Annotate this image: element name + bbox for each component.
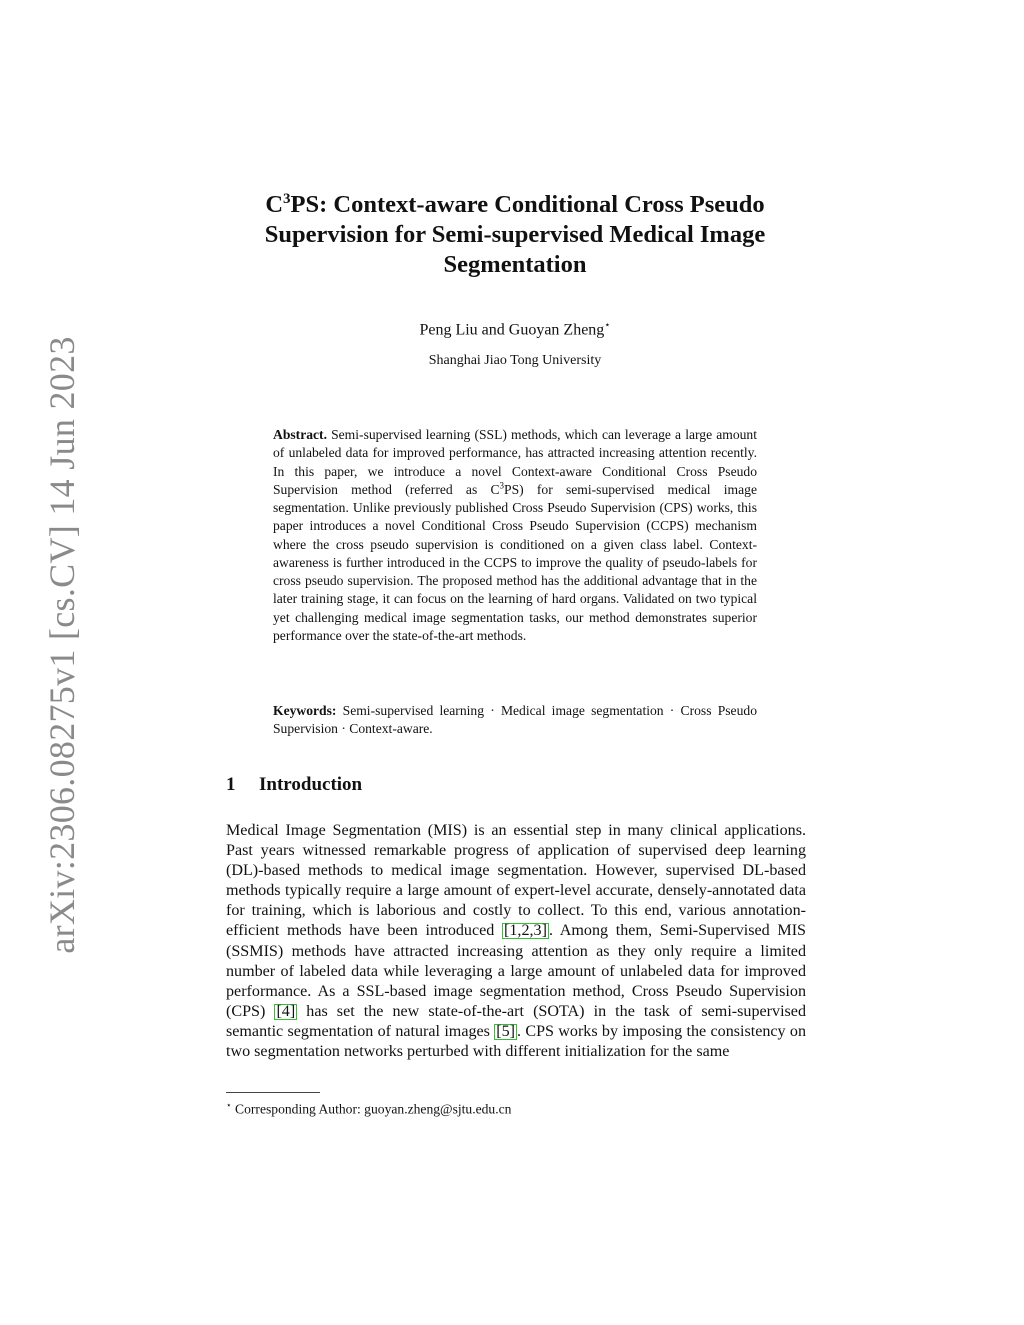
paper-title	[215, 190, 815, 280]
title-superscript: 3	[283, 190, 291, 207]
abstract-text-part1: Semi-supervised learning (SSL) methods, which can leverage a large amount of unlabeled data for improved performance, has attracted increasing attention recently. In this paper, we introduce a novel Context-aware Conditional Cross Pseudo Supervision method (referred as C	[273, 427, 757, 497]
citation-link-1-2-3[interactable]: [1,2,3]	[504, 922, 547, 940]
title-text: PS: Context-aware Conditional Cross Pseudo Supervision for Semi-supervised Medical Image Segmentation	[264, 191, 766, 278]
footnote-mark: ⋆	[226, 1100, 232, 1110]
footnote-divider	[226, 1092, 320, 1093]
citation-link-5[interactable]: [5]	[496, 1022, 515, 1040]
citation-link-4[interactable]: [4]	[276, 1002, 296, 1020]
section-title: Introduction	[259, 774, 363, 795]
section-heading-introduction	[226, 773, 806, 797]
keywords	[273, 702, 757, 739]
author-names: Peng Liu and Guoyan Zheng	[419, 321, 605, 339]
affiliation: Shanghai Jiao Tong University	[428, 353, 602, 368]
introduction-paragraph	[226, 821, 806, 1062]
abstract-text-part2: PS) for semi-supervised medical image segmentation. Unlike previously published Cross Pseudo Supervision (CPS) works, this paper introduces a novel Conditional Cross Pseudo Supervision (CCPS) mechanism where the cross pseudo supervision is conditioned on a given class label. Context-awareness is further introduced in the CCPS to improve the quality of pseudo-labels for cross pseudo supervision. The proposed method has the additional advantage that in the later training stage, it can focus on the learning of hard organs. Validated on two typical yet challenging medical image segmentation tasks, our method demonstrates superior performance over the state-of-the-art methods.	[273, 481, 757, 643]
abstract	[273, 426, 757, 645]
footnote	[226, 1096, 806, 1119]
keywords-text: Semi-supervised learning · Medical image segmentation · Cross Pseudo Supervision · Context-aware.	[273, 703, 757, 737]
keywords-label: Keywords:	[273, 703, 337, 718]
abstract-superscript: 3	[499, 480, 505, 491]
body-text-part1: Medical Image Segmentation (MIS) is an essential step in many clinical applications. Past years witnessed remarkable progress of application of supervised deep learning (DL)-based methods to medical image segmentation. However, supervised DL-based methods typically require a large amount of expert-level accurate, densely-annotated data for training, which is laborious and costly to collect. To this end, various annotation-efficient methods have been introduced	[226, 822, 806, 940]
author-list	[215, 316, 815, 340]
body-text-part2: . Among them, Semi-Supervised MIS (SSMIS) methods have attracted increasing attention as they only require a limited number of labeled data while leveraging a large amount of unlabeled data for improved performance. As a SSL-based image segmentation method, Cross Pseudo Supervision (CPS)	[226, 922, 807, 1020]
abstract-label: Abstract.	[273, 427, 327, 442]
section-number: 1	[226, 774, 236, 795]
footnote-text: Corresponding Author: guoyan.zheng@sjtu.edu.cn	[231, 1101, 512, 1117]
corresponding-author-mark: ⋆	[604, 320, 611, 331]
title-prefix: C	[265, 191, 284, 218]
arxiv-identifier-text: arXiv:2306.08275v1 [cs.CV] 14 Jun 2023	[42, 336, 82, 954]
body-text-part4: . CPS works by imposing the consistency on two segmentation networks perturbed with different initialization for the same	[226, 1022, 806, 1061]
body-text-part3: has set the new state-of-the-art (SOTA) in the task of semi-supervised semantic segmentation of natural images	[226, 1002, 806, 1040]
